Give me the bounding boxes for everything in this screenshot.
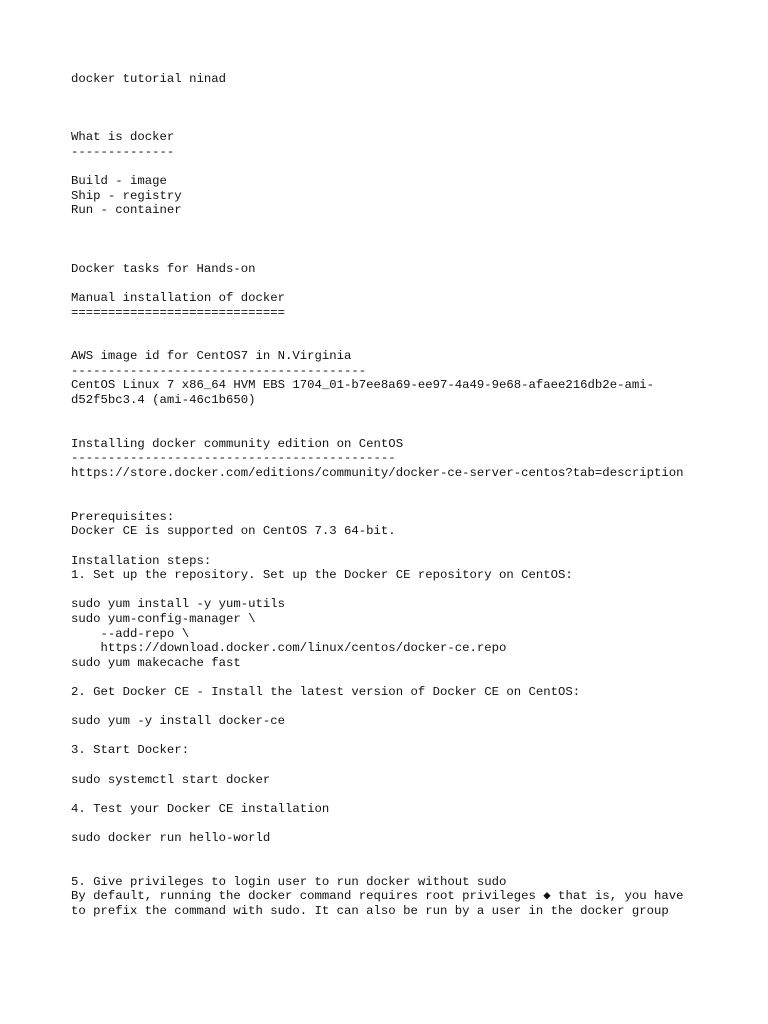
- document-line: [71, 670, 731, 685]
- document-line: [71, 218, 731, 233]
- document-line: d52f5bc3.4 (ami-46c1b650): [71, 393, 256, 408]
- document-line: [71, 539, 731, 554]
- document-line: Docker tasks for Hands-on: [71, 261, 256, 276]
- document-line: 1. Set up the repository. Set up the Docker CE repository on CentOS:: [71, 568, 573, 583]
- document-line: [71, 408, 731, 423]
- document-line: sudo yum makecache fast: [71, 655, 241, 670]
- document-line: [71, 481, 731, 496]
- document-line: sudo yum -y install docker-ce: [71, 714, 286, 729]
- document-line: sudo systemctl start docker: [71, 772, 271, 787]
- document-line: [71, 845, 731, 860]
- document-line: 3. Start Docker:: [71, 743, 190, 758]
- document-line: to prefix the command with sudo. It can also be run by a user in the docker group: [71, 903, 669, 918]
- document-line: Build - image: [71, 174, 167, 189]
- document-line: [71, 860, 731, 875]
- document-line: https://store.docker.com/editions/community/docker-ce-server-centos?tab=description: [71, 466, 684, 481]
- document-line: [71, 247, 731, 262]
- document-line: 2. Get Docker CE - Install the latest version of Docker CE on CentOS:: [71, 684, 581, 699]
- document-line: [71, 729, 731, 744]
- document-line: [71, 276, 731, 291]
- document-line: [71, 495, 731, 510]
- document-line: [71, 787, 731, 802]
- document-line: sudo yum install -y yum-utils: [71, 597, 286, 612]
- document-line: Docker CE is supported on CentOS 7.3 64-bit.: [71, 524, 396, 539]
- document-line: Installation steps:: [71, 553, 212, 568]
- document-line: CentOS Linux 7 x86_64 HVM EBS 1704_01-b7ee8a69-ee97-4a49-9e68-afaee216db2e-ami-: [71, 378, 654, 393]
- document-line: Prerequisites:: [71, 509, 175, 524]
- document-line: [71, 700, 731, 715]
- document-line: [71, 816, 731, 831]
- document-line: [71, 335, 731, 350]
- document-line: ----------------------------------------: [71, 363, 367, 378]
- document-line: docker tutorial ninad: [71, 72, 226, 86]
- document-line: Installing docker community edition on CentOS: [71, 436, 404, 451]
- document-line: Manual installation of docker: [71, 290, 286, 305]
- document-line: [71, 160, 731, 175]
- document-line: 4. Test your Docker CE installation: [71, 801, 330, 816]
- document-line: [71, 87, 731, 102]
- document-line: What is docker: [71, 130, 175, 145]
- document-line: [71, 422, 731, 437]
- document-line: [71, 320, 731, 335]
- document-line: =============================: [71, 305, 286, 320]
- document-line: Run - container: [71, 203, 182, 218]
- document-line: [71, 583, 731, 598]
- document-line: --add-repo \: [71, 626, 190, 641]
- document-line: [71, 233, 731, 248]
- document-line: Ship - registry: [71, 188, 182, 203]
- document-page: [71, 72, 731, 918]
- document-line: AWS image id for CentOS7 in N.Virginia: [71, 349, 352, 364]
- document-line: [71, 101, 731, 116]
- document-line: [71, 758, 731, 773]
- document-line: --------------------------------------------: [71, 451, 396, 466]
- document-line: 5. Give privileges to login user to run docker without sudo: [71, 874, 507, 889]
- document-line: By default, running the docker command requires root privileges ◆ that is, you have: [71, 889, 684, 904]
- document-line: sudo yum-config-manager \: [71, 611, 256, 626]
- document-line: sudo docker run hello-world: [71, 830, 271, 845]
- document-line: [71, 116, 731, 131]
- document-line: https://download.docker.com/linux/centos/docker-ce.repo: [71, 641, 507, 656]
- document-line: --------------: [71, 144, 175, 159]
